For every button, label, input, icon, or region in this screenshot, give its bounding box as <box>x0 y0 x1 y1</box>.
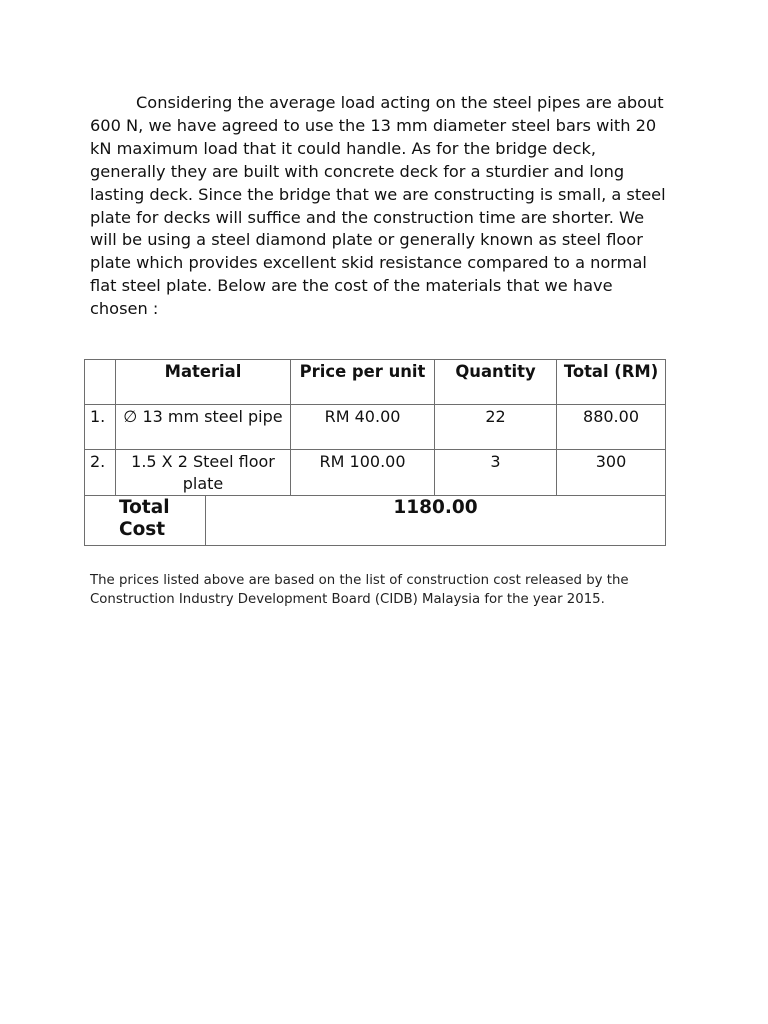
row-price: RM 40.00 <box>291 405 435 450</box>
header-number <box>85 360 116 405</box>
header-quantity: Quantity <box>435 360 557 405</box>
row-material: 1.5 X 2 Steel floor plate <box>116 450 291 496</box>
materials-cost-table <box>84 359 666 546</box>
prices-source-note: The prices listed above are based on the list of construction cost released by the Construction Industry Development Board (CIDB) Malaysia for the year 2015. <box>90 573 629 607</box>
row-total: 300 <box>557 450 666 496</box>
header-material: Material <box>116 360 291 405</box>
row-quantity: 3 <box>435 450 557 496</box>
row-total: 880.00 <box>557 405 666 450</box>
table-row <box>85 450 666 496</box>
total-cost-label: Total Cost <box>85 496 206 546</box>
row-number: 1. <box>85 405 116 450</box>
row-quantity: 22 <box>435 405 557 450</box>
header-price-per-unit: Price per unit <box>291 360 435 405</box>
header-total: Total (RM) <box>557 360 666 405</box>
row-number: 2. <box>85 450 116 496</box>
table-row <box>85 405 666 450</box>
row-price: RM 100.00 <box>291 450 435 496</box>
total-cost-value: 1180.00 <box>206 496 666 546</box>
row-material: ∅ 13 mm steel pipe <box>116 405 291 450</box>
table-header-row <box>85 360 666 405</box>
total-cost-row <box>85 496 666 546</box>
intro-paragraph: Considering the average load acting on the steel pipes are about 600 N, we have agreed to use the 13 mm diameter steel bars with 20 kN maximum load that it could handle. As for the bridge deck, generally they are built with concrete deck for a sturdier and long lasting deck. Since the bridge that we are constructing is small, a steel plate for decks will suffice and the construction time are shorter. We will be using a steel diamond plate or generally known as steel floor plate which provides excellent skid resistance compared to a normal flat steel plate. Below are the cost of the materials that we have chosen : <box>90 93 666 319</box>
